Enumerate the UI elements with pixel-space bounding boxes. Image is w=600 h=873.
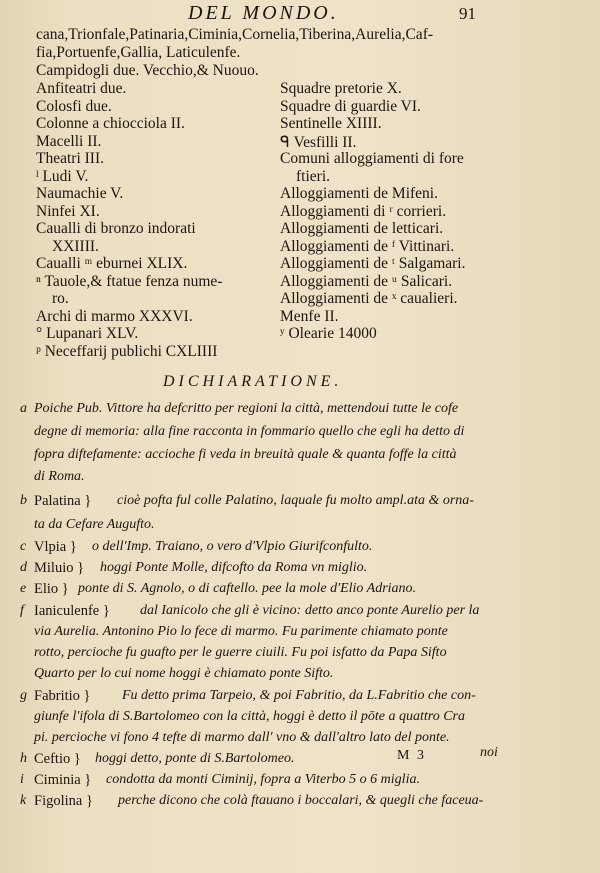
note-line — [0, 539, 600, 558]
list-entry: Colonne a chiocciola II. — [36, 115, 185, 132]
note-line — [0, 751, 600, 770]
note-letter: k — [20, 793, 27, 808]
note-letter: b — [20, 493, 27, 508]
note-line — [0, 401, 600, 420]
note-letter: i — [20, 772, 24, 787]
note-line — [0, 666, 600, 685]
note-headword: Figolina } — [34, 793, 93, 809]
note-line — [0, 624, 600, 643]
note-line — [0, 469, 600, 488]
list-entry: Archi di marmo XXXVI. — [36, 307, 193, 325]
list-entry: Ninfei XI. — [36, 202, 100, 220]
list-entry: ᑫ Vesfilli II. — [280, 133, 357, 151]
list-entry: ftieri. — [296, 167, 330, 185]
note-line — [0, 688, 600, 707]
note-letter: f — [20, 603, 24, 618]
note-letter: h — [20, 751, 27, 766]
note-line — [0, 793, 600, 812]
list-entry: Menfe II. — [280, 307, 339, 325]
note-line — [0, 447, 600, 466]
list-entry: Alloggiamenti de ᶠ Vittinari. — [280, 237, 455, 255]
section-heading: DICHIARATIONE. — [163, 373, 343, 390]
note-text: hoggi detto, ponte di S.Bartolomeo. — [95, 751, 295, 766]
note-text: di Roma. — [34, 469, 85, 484]
note-text: Poiche Pub. Vittore ha defcritto per regioni la città, mettendoui tutte le cofe — [34, 401, 459, 416]
note-text: dal Ianicolo che gli è vicino: detto anco ponte Aurelio per la — [140, 603, 480, 618]
note-text: condotta da monti Ciminij, fopra a Viterbo 5 o 6 miglia. — [106, 772, 420, 787]
note-headword: Palatina } — [34, 493, 92, 509]
list-entry: Caualli di bronzo indorati — [36, 220, 196, 237]
note-text: via Aurelia. Antonino Pio lo fece di marmo. Fu parimente chiamato ponte — [34, 624, 448, 639]
note-headword: Vlpia } — [34, 539, 77, 555]
top-line: cana,Trionfale,Patinaria,Ciminia,Cornelia,Tiberina,Aurelia,Caf- — [36, 26, 434, 43]
note-letter: a — [20, 401, 27, 416]
note-text: rotto, percioche fu guafto per le guerre ciuili. Fu poi isfatto da Papa Sifto — [34, 645, 447, 660]
list-entry: ʸ Olearie 14000 — [280, 325, 377, 342]
note-text: cioè pofta ful colle Palatino, laquale fu molto ampl.ata & orna- — [117, 493, 474, 508]
top-line: fia,Portuenfe,Gallia, Laticulenfe. — [36, 44, 241, 61]
note-text: degne di memoria: alla fine racconta in fommario quello che egli ha detto di — [34, 424, 465, 439]
note-text: o dell'Imp. Traiano, o vero d'Vlpio Giurifconfulto. — [92, 539, 373, 554]
note-text: giunfe l'ifola di S.Bartolomeo con la città, hoggi è detto il pōte a quattro Cra — [34, 709, 465, 724]
catchword: noi — [480, 745, 498, 760]
note-text: fopra diftefamente: accioche fi veda in breuità quale & quanta foffe la città — [34, 447, 457, 462]
note-line — [0, 517, 600, 536]
list-entry: Alloggiamenti di ʳ corrieri. — [280, 202, 447, 220]
note-text: pi. percioche vi fono 4 tefte di marmo dall' vno & dall'altro lato del ponte. — [34, 730, 450, 745]
note-text: ta da Cefare Augufto. — [34, 517, 155, 532]
note-line — [0, 730, 600, 749]
note-text: perche dicono che colà ftauano i boccalari, & quegli che faceua- — [118, 793, 484, 808]
list-entry: Alloggiamenti de letticari. — [280, 220, 444, 237]
note-text: ponte di S. Agnolo, o di caftello. pee la mole d'Elio Adriano. — [78, 581, 417, 596]
note-line — [0, 581, 600, 600]
note-letter: c — [20, 539, 27, 554]
note-letter: e — [20, 581, 27, 596]
list-entry: Alloggiamenti de ᵘ Salicari. — [280, 272, 453, 290]
note-letter: g — [20, 688, 27, 703]
list-entry: Naumachie V. — [36, 185, 124, 202]
list-entry: Alloggiamenti de Mifeni. — [280, 185, 438, 202]
list-entry: Alloggiamenti de ᵗ Salgamari. — [280, 255, 466, 272]
note-line — [0, 424, 600, 443]
note-line — [0, 645, 600, 664]
note-text: hoggi Ponte Molle, difcofto da Roma vn miglio. — [100, 560, 368, 575]
signature-mark: M 3 — [397, 748, 426, 763]
note-line — [0, 772, 600, 791]
running-title: DEL MONDO. — [188, 2, 339, 24]
top-line: Campidogli due. Vecchio,& Nuouo. — [36, 62, 259, 79]
note-line — [0, 709, 600, 728]
note-letter: d — [20, 560, 27, 575]
note-headword: Ceftio } — [34, 751, 81, 767]
list-entry: ⁿ Tauole,& ftatue fenza nume- — [36, 272, 223, 290]
list-entry: XXIIII. — [52, 237, 99, 255]
list-entry: Anfiteatri due. — [36, 80, 127, 97]
list-entry: Squadre pretorie X. — [280, 80, 402, 97]
list-entry: ro. — [52, 290, 69, 307]
note-line — [0, 560, 600, 579]
left-list-column — [36, 80, 271, 360]
list-entry: Macelli II. — [36, 132, 102, 150]
list-entry: Comuni alloggiamenti di fore — [280, 150, 464, 167]
list-entry: ᵖ Neceffarij publichi CXLIIII — [36, 342, 218, 360]
note-text: Quarto per lo cui nome hoggi è chiamato ponte Sifto. — [34, 666, 334, 681]
list-entry: Caualli ᵐ eburnei XLIX. — [36, 255, 188, 272]
note-headword: Elio } — [34, 581, 69, 597]
note-line — [0, 603, 600, 622]
list-entry: Theatri III. — [36, 150, 104, 167]
note-headword: Miluio } — [34, 560, 85, 576]
list-entry: ° Lupanari XLV. — [36, 325, 139, 342]
list-entry: Squadre di guardie VI. — [280, 97, 421, 115]
note-headword: Fabritio } — [34, 688, 91, 704]
right-list-column — [280, 80, 580, 343]
list-entry: Alloggiamenti de ˣ caualieri. — [280, 290, 458, 307]
note-line — [0, 493, 600, 512]
list-entry: Sentinelle XIIII. — [280, 115, 382, 132]
list-entry: ˡ Ludi V. — [36, 167, 89, 185]
note-headword: Ciminia } — [34, 772, 92, 788]
list-entry: Colosfi due. — [36, 97, 112, 115]
note-headword: Ianiculenfe } — [34, 603, 110, 619]
page-number: 91 — [459, 4, 476, 23]
note-text: Fu detto prima Tarpeio, & poi Fabritio, da L.Fabritio che con- — [122, 688, 476, 703]
